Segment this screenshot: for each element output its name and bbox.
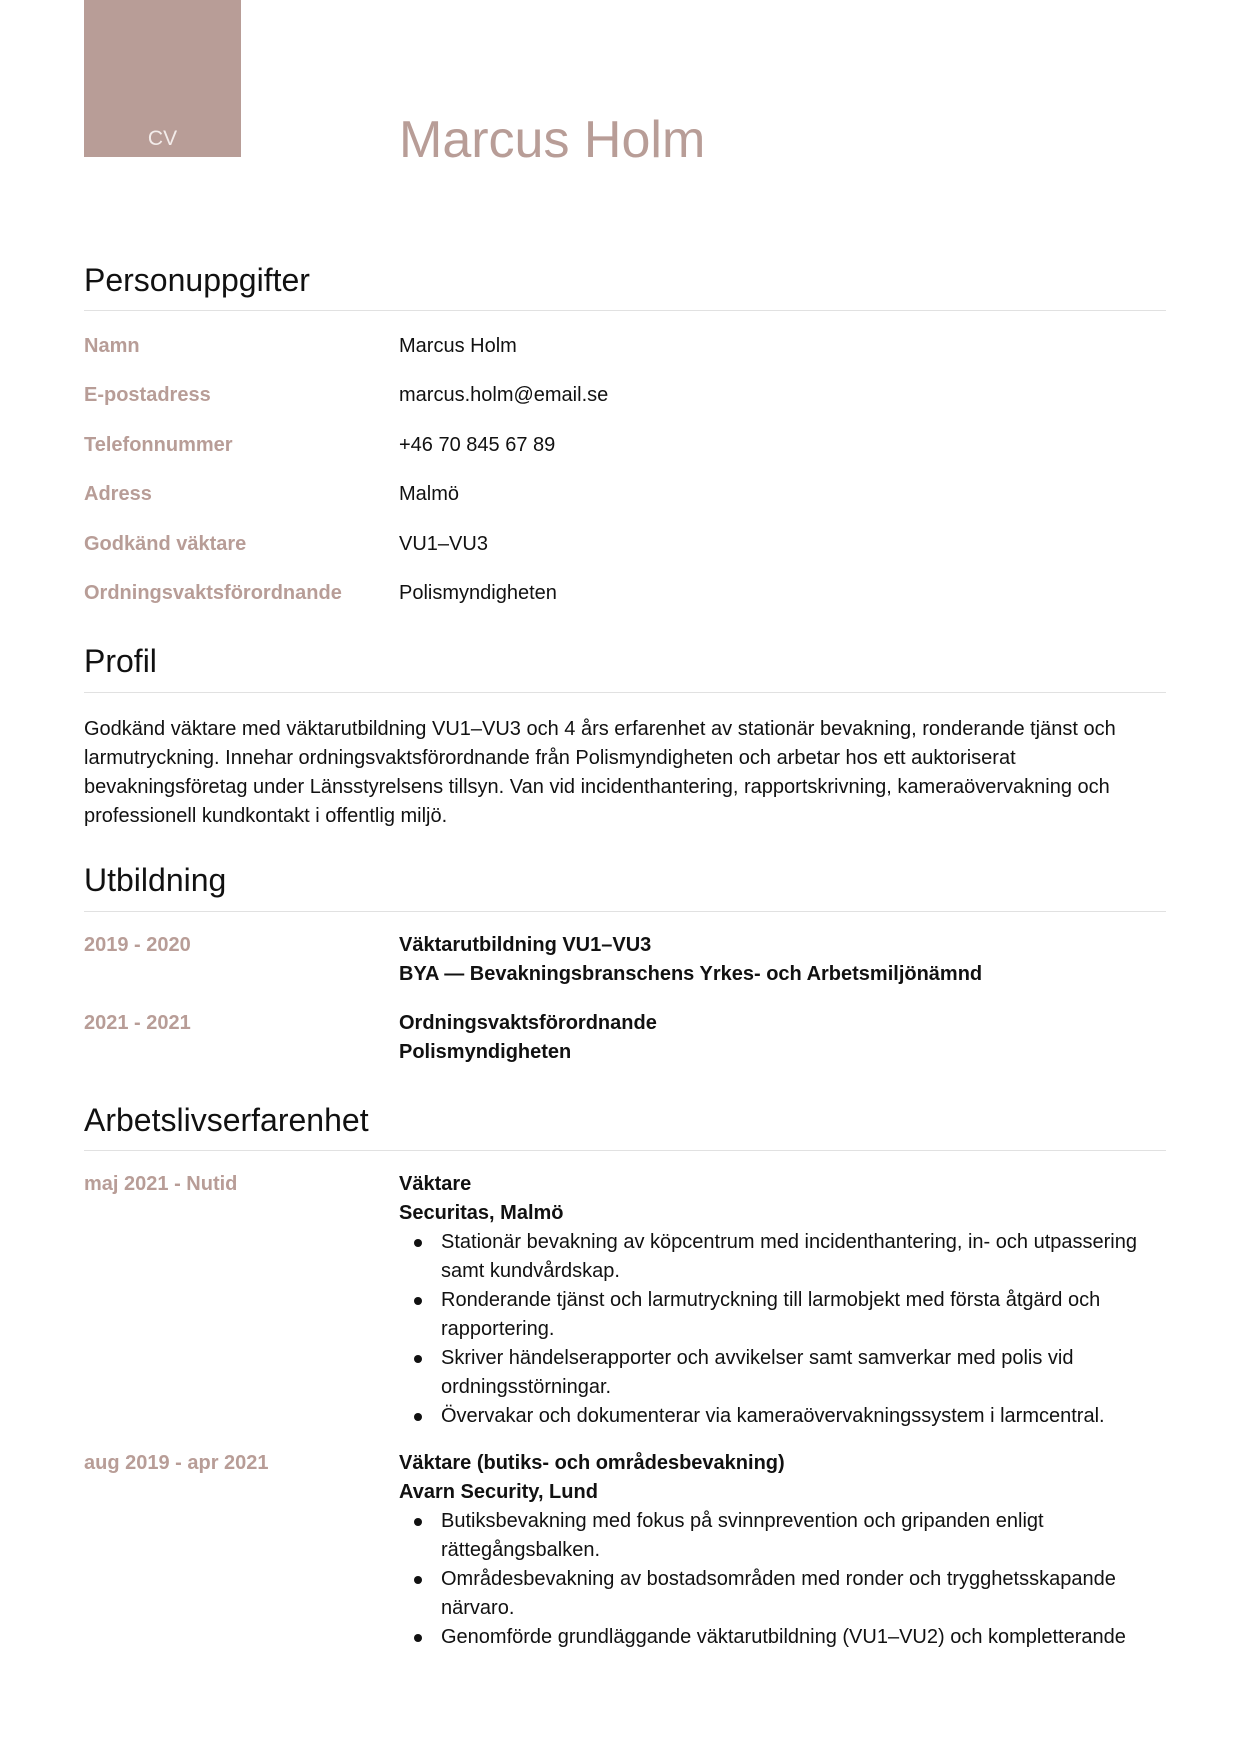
personal-label: Godkänd väktare <box>84 533 247 555</box>
cv-label: CV <box>147 127 178 150</box>
education-name: Väktarutbildning VU1–VU3 <box>399 934 652 956</box>
page-title: Marcus Holm <box>399 111 706 169</box>
divider <box>84 1150 1166 1151</box>
personal-value: Malmö <box>399 483 460 505</box>
personal-row-order <box>84 578 1166 608</box>
personal-label: E-postadress <box>84 384 211 406</box>
education-school: Polismyndigheten <box>399 1041 572 1063</box>
experience-bullets <box>399 1507 1166 1652</box>
divider <box>84 692 1166 693</box>
bullet-icon <box>414 1634 422 1642</box>
cv-badge <box>84 0 241 157</box>
bullet-icon <box>414 1297 422 1305</box>
education-date: 2019 - 2020 <box>84 934 191 956</box>
personal-row-phone <box>84 430 1166 460</box>
education-school: BYA — Bevakningsbranschens Yrkes- och Arbetsmiljönämnd <box>399 963 983 985</box>
divider <box>84 911 1166 912</box>
section-title-personal: Personuppgifter <box>84 262 310 298</box>
experience-date: maj 2021 - Nutid <box>84 1173 238 1195</box>
education-date: 2021 - 2021 <box>84 1012 191 1034</box>
bullet-icon <box>414 1355 422 1363</box>
bullet-icon <box>414 1576 422 1584</box>
personal-row-email <box>84 380 1166 410</box>
education-name: Ordningsvaktsförordnande <box>399 1012 657 1034</box>
profile-text: Godkänd väktare med väktarutbildning VU1–VU3 och 4 års erfarenhet av stationär bevakning, ronderande tjänst och larmutryckning. Innehar ordningsvaktsförordnande från Polismyndigheten och arbetar hos ett auktoriserat bevakningsföretag under Länsstyrelsens tillsyn. Van vid incidenthantering, rapportskrivning, kameraövervakning och professionell kundkontakt i offentlig miljö. <box>84 718 1116 827</box>
bullet-icon <box>414 1239 422 1247</box>
personal-label: Adress <box>84 483 152 505</box>
experience-date: aug 2019 - apr 2021 <box>84 1452 269 1474</box>
personal-label: Namn <box>84 335 140 357</box>
personal-label: Telefonnummer <box>84 434 233 456</box>
bullet-item: Skriver händelserapporter och avvikelser samt samverkar med polis vid ordningsstörningar. <box>441 1344 1166 1402</box>
section-title-experience: Arbetslivserfarenhet <box>84 1102 369 1138</box>
bullet-item: Områdesbevakning av bostadsområden med ronder och trygghetsskapande närvaro. <box>441 1565 1166 1623</box>
experience-bullets <box>399 1228 1166 1431</box>
personal-row-guard <box>84 529 1166 559</box>
personal-value: Polismyndigheten <box>399 582 557 604</box>
bullet-icon <box>414 1413 422 1421</box>
section-title-profile: Profil <box>84 643 157 679</box>
section-title-education: Utbildning <box>84 862 227 898</box>
bullet-item: Butiksbevakning med fokus på svinnprevention och gripanden enligt rättegångsbalken. <box>441 1507 1166 1565</box>
bullet-item: Stationär bevakning av köpcentrum med incidenthantering, in- och utpassering samt kundvårdskap. <box>441 1228 1166 1286</box>
personal-value: VU1–VU3 <box>399 533 488 555</box>
experience-role: Väktare <box>399 1173 472 1195</box>
bullet-item: Ronderande tjänst och larmutryckning till larmobjekt med första åtgärd och rapportering. <box>441 1286 1166 1344</box>
personal-value: Marcus Holm <box>399 335 517 357</box>
experience-company: Securitas, Malmö <box>399 1202 564 1224</box>
bullet-icon <box>414 1518 422 1526</box>
personal-row-address <box>84 479 1166 509</box>
bullet-item: Övervakar och dokumenterar via kameraövervakningssystem i larmcentral. <box>441 1402 1166 1431</box>
personal-label: Ordningsvaktsförordnande <box>84 582 342 604</box>
experience-role: Väktare (butiks- och områdesbevakning) <box>399 1452 785 1474</box>
bullet-item: Genomförde grundläggande väktarutbildning (VU1–VU2) och kompletterande <box>441 1623 1166 1652</box>
personal-value: +46 70 845 67 89 <box>399 434 556 456</box>
experience-company: Avarn Security, Lund <box>399 1481 598 1503</box>
email-link[interactable]: marcus.holm@email.se <box>399 384 609 406</box>
personal-row-name <box>84 331 1166 361</box>
divider <box>84 310 1166 311</box>
